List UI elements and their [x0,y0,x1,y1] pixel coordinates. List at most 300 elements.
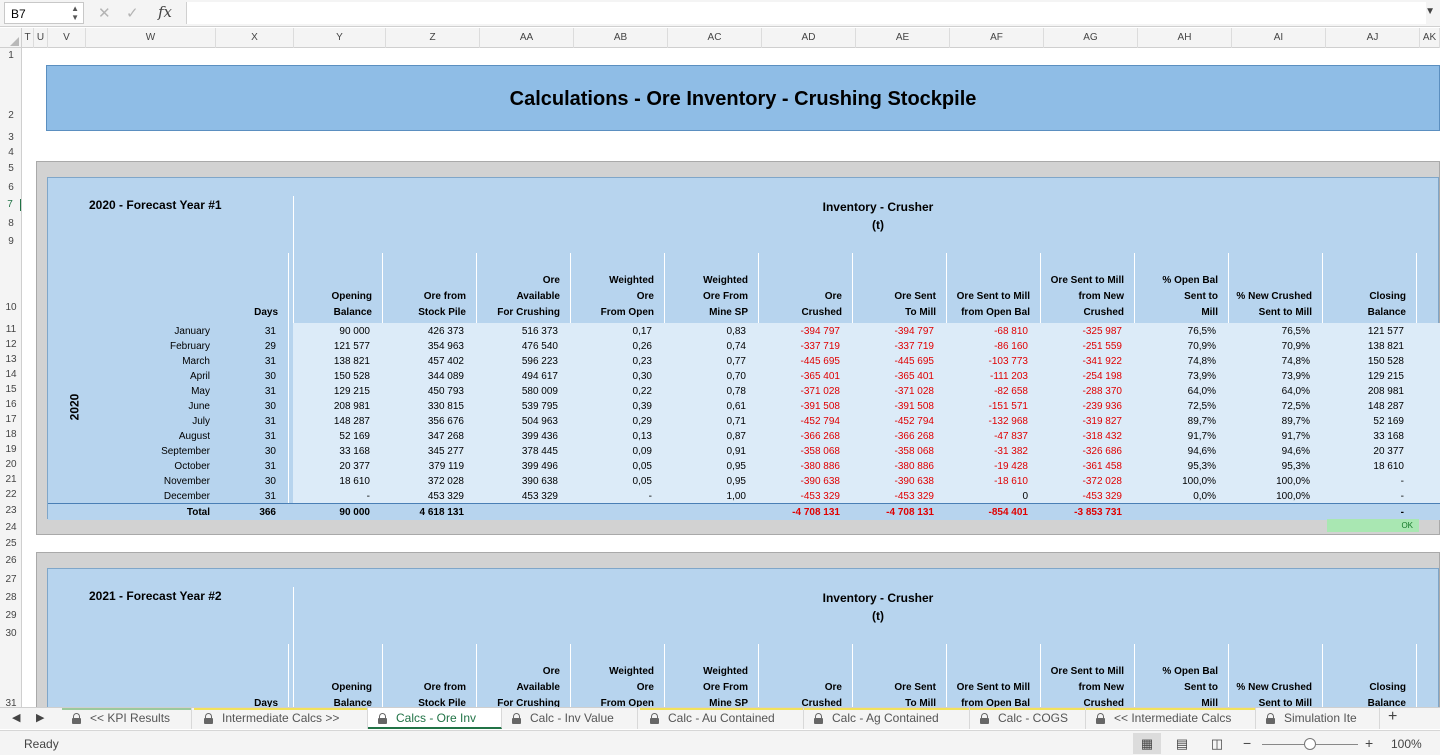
column-heading: Ore Sent to Mill from New Crushed [1050,275,1124,318]
page-layout-icon[interactable]: ▤ [1175,736,1189,751]
table-cell[interactable]: 354 963 [427,341,464,352]
table-cell[interactable]: 74,8% [1281,356,1310,367]
row-header[interactable]: 2 [8,110,14,121]
table-cell[interactable]: 91,7% [1187,431,1216,442]
table-cell[interactable]: -132 968 [988,416,1028,427]
table-cell[interactable]: 539 795 [521,401,558,412]
column-header[interactable]: AK [1420,28,1440,48]
column-header[interactable]: AG [1044,28,1138,48]
table-cell[interactable]: 0,09 [632,446,652,457]
table-cell[interactable]: -358 068 [800,446,840,457]
table-cell[interactable]: 74,8% [1187,356,1216,367]
column-header[interactable]: AE [856,28,950,48]
sheet-grid[interactable] [22,48,1440,707]
normal-view-icon[interactable]: ▦ [1133,733,1161,754]
table-cell[interactable]: -380 886 [894,461,934,472]
chevron-down-icon[interactable]: ▼ [1425,6,1435,17]
row-header[interactable]: 13 [5,354,17,365]
column-header[interactable]: AA [480,28,574,48]
table-cell[interactable]: -19 428 [994,461,1028,472]
zoom-slider-thumb[interactable] [1304,738,1316,750]
total-cell[interactable] [1228,505,1310,520]
table-cell[interactable]: 52 169 [339,431,370,442]
column-heading: Ore Sent to Mill from New Crushed [1050,666,1124,707]
table-cell[interactable]: 0,91 [726,446,746,457]
row-header[interactable]: 27 [5,574,17,585]
table-cell[interactable]: 30 [264,446,276,457]
table-cell[interactable]: 18 610 [339,476,370,487]
sheet-tab[interactable] [502,708,638,729]
table-cell[interactable]: 138 821 [1367,341,1404,352]
table-cell[interactable]: -82 658 [994,386,1028,397]
row-header[interactable]: 11 [5,324,17,335]
table-cell[interactable]: 20 377 [339,461,370,472]
forecast-table [47,177,1439,519]
table-cell[interactable]: 0,83 [726,326,746,337]
lock-icon [814,713,823,723]
inventory-title: Inventory - Crusher (t) [822,200,934,232]
confirm-icon[interactable]: ✓ [126,5,139,22]
table-cell[interactable]: 1,00 [726,491,746,502]
zoom-level: 100% [1391,737,1422,751]
check-ok-badge: OK [1327,519,1419,532]
table-cell[interactable]: 73,9% [1187,371,1216,382]
column-heading: Ore Sent To Mill [894,291,936,318]
row-header[interactable]: 31 [5,698,17,707]
table-cell[interactable]: -325 987 [1082,326,1122,337]
lock-icon [512,713,521,723]
name-box-stepper-icon[interactable]: ▲ ▼ [71,4,79,22]
table-cell[interactable]: -394 797 [800,326,840,337]
table-cell[interactable]: 0,95 [726,461,746,472]
row-header[interactable]: 18 [5,429,17,440]
table-cell[interactable]: 121 577 [1367,326,1404,337]
row-header[interactable]: 12 [5,339,17,350]
zoom-in-button[interactable]: + [1365,735,1374,751]
row-header[interactable]: 26 [5,555,17,566]
total-cell[interactable]: -854 401 [988,507,1028,518]
table-cell[interactable]: 150 528 [333,371,370,382]
table-cell[interactable]: 0,39 [632,401,652,412]
total-cell[interactable] [1134,505,1216,520]
forecast-block [36,552,1440,707]
table-cell[interactable]: 0,74 [726,341,746,352]
table-cell[interactable]: 0,0% [1193,491,1216,502]
table-cell[interactable]: -371 028 [894,386,934,397]
row-header[interactable]: 9 [8,236,14,247]
table-cell[interactable]: -366 268 [894,431,934,442]
column-header[interactable]: Z [386,28,480,48]
column-header[interactable]: AF [950,28,1044,48]
column-heading: Weighted Ore From Mine SP [702,666,748,707]
row-header[interactable]: 17 [5,414,17,425]
table-cell[interactable]: 72,5% [1187,401,1216,412]
row-header[interactable]: 20 [5,459,17,470]
table-cell[interactable]: -453 329 [1082,491,1122,502]
row-header[interactable]: 10 [5,302,17,313]
tab-color-strip [804,708,970,710]
table-cell[interactable]: -380 886 [800,461,840,472]
table-cell[interactable]: 91,7% [1281,431,1310,442]
column-header[interactable]: Y [294,28,386,48]
insert-function-icon[interactable]: fx [158,3,173,21]
table-cell[interactable]: 0,70 [726,371,746,382]
column-heading: Ore from Stock Pile [418,291,466,318]
row-header[interactable]: 6 [8,182,14,193]
table-cell[interactable]: 76,5% [1281,326,1310,337]
total-cell[interactable]: 366 [259,507,276,518]
table-cell[interactable]: 453 329 [427,491,464,502]
table-cell[interactable]: 0,05 [632,476,652,487]
table-cell[interactable]: -453 329 [800,491,840,502]
table-cell[interactable]: - [648,491,652,502]
table-cell[interactable]: 100,0% [1276,476,1310,487]
table-cell[interactable]: 426 373 [427,326,464,337]
section-label: 2020 - Forecast Year #1 [89,198,222,212]
table-cell[interactable]: 453 329 [521,491,558,502]
table-cell[interactable]: 31 [264,431,276,442]
table-cell[interactable]: -18 610 [994,476,1028,487]
tab-color-strip [640,708,804,710]
table-cell[interactable]: 476 540 [521,341,558,352]
add-sheet-button[interactable]: + [1388,708,1398,725]
table-cell[interactable]: 208 981 [1367,386,1404,397]
table-cell[interactable]: -361 458 [1082,461,1122,472]
total-cell[interactable]: -3 853 731 [1074,507,1122,518]
table-cell[interactable]: 90 000 [339,326,370,337]
table-cell[interactable]: -365 401 [800,371,840,382]
column-header[interactable]: AB [574,28,668,48]
table-cell[interactable]: 494 617 [521,371,558,382]
table-cell[interactable]: -371 028 [800,386,840,397]
row-header[interactable]: 5 [8,163,14,174]
row-header[interactable]: 23 [5,505,17,516]
formula-input[interactable] [186,2,1426,24]
row-header[interactable]: 19 [5,444,17,455]
table-cell[interactable]: 379 119 [428,461,464,472]
table-cell[interactable]: 73,9% [1281,371,1310,382]
name-box[interactable] [4,2,84,24]
table-cell[interactable]: 150 528 [1367,356,1404,367]
table-cell[interactable]: 457 402 [427,356,464,367]
table-cell[interactable]: 356 676 [427,416,464,427]
total-cell[interactable]: 4 618 131 [419,507,464,518]
table-cell[interactable]: 100,0% [1276,491,1310,502]
table-cell[interactable]: 399 436 [521,431,558,442]
table-cell[interactable]: -372 028 [1082,476,1122,487]
table-cell[interactable]: -288 370 [1082,386,1122,397]
column-heading: % Open Bal Sent to Mill [1162,275,1218,318]
table-cell[interactable]: 330 815 [427,401,464,412]
sheet-tab-label: Intermediate Calcs >> [222,711,340,725]
table-cell[interactable]: 0,29 [632,416,652,427]
table-cell[interactable]: -111 203 [990,371,1028,382]
table-cell[interactable]: -452 794 [800,416,840,427]
sheet-tab[interactable] [62,708,192,729]
table-cell[interactable]: - [1400,491,1404,502]
table-cell[interactable]: 20 377 [1373,446,1404,457]
name-box-value: B7 [11,7,26,21]
sheet-tab[interactable] [368,708,502,729]
table-cell[interactable]: -151 571 [988,401,1028,412]
table-cell[interactable]: 29 [264,341,276,352]
table-cell[interactable]: 64,0% [1187,386,1216,397]
table-cell[interactable]: -445 695 [800,356,840,367]
column-header[interactable]: AC [668,28,762,48]
table-cell[interactable]: -365 401 [894,371,934,382]
column-header[interactable]: X [216,28,294,48]
table-cell[interactable]: 33 168 [1373,431,1404,442]
table-cell[interactable]: 129 215 [1367,371,1404,382]
column-header[interactable]: AJ [1326,28,1420,48]
table-cell[interactable]: 0,30 [632,371,652,382]
table-cell[interactable]: -390 638 [800,476,840,487]
row-header[interactable]: 7 [0,199,22,211]
table-cell[interactable]: 372 028 [427,476,464,487]
table-cell[interactable]: -326 686 [1082,446,1122,457]
column-header[interactable]: AH [1138,28,1232,48]
month-label: April [189,371,210,382]
inventory-title: Inventory - Crusher (t) [822,591,934,623]
table-cell[interactable]: 100,0% [1182,476,1216,487]
sheet-tab[interactable] [1256,708,1380,729]
month-label: September [161,446,210,457]
table-cell[interactable]: 399 496 [521,461,558,472]
table-cell[interactable]: 72,5% [1281,401,1310,412]
table-cell[interactable]: 89,7% [1187,416,1216,427]
lock-icon [378,713,387,723]
sheet-tab[interactable] [804,708,970,729]
table-cell[interactable]: -86 160 [994,341,1028,352]
table-cell[interactable]: 516 373 [521,326,558,337]
row-header[interactable]: 1 [8,50,14,61]
table-cell[interactable]: -341 922 [1082,356,1122,367]
table-cell[interactable]: 33 168 [339,446,370,457]
sheet-tab-label: << KPI Results [90,711,171,725]
table-cell[interactable]: 31 [264,416,276,427]
column-heading: Closing Balance [1367,682,1406,707]
row-header[interactable]: 14 [5,369,17,380]
table-cell[interactable]: 31 [264,491,276,502]
column-heading: Weighted Ore From Mine SP [702,275,748,318]
forecast-table [47,568,1439,707]
table-cell[interactable]: -47 837 [994,431,1028,442]
table-cell[interactable]: -445 695 [894,356,934,367]
year-label: 2020 [67,393,82,421]
section-label: 2021 - Forecast Year #2 [89,589,222,603]
table-cell[interactable]: 94,6% [1187,446,1216,457]
table-cell[interactable]: 95,3% [1187,461,1216,472]
table-cell[interactable]: 450 793 [427,386,464,397]
table-cell[interactable]: 0,87 [726,431,746,442]
total-cell[interactable]: - [1400,507,1404,518]
column-heading: Ore Crushed [801,291,842,318]
month-label: August [178,431,210,442]
table-cell[interactable]: 30 [264,476,276,487]
table-cell[interactable]: 148 287 [1367,401,1404,412]
column-heading: Ore Sent to Mill from Open Bal [956,682,1030,707]
table-cell[interactable]: 208 981 [333,401,370,412]
column-header[interactable]: AD [762,28,856,48]
table-cell[interactable]: 31 [264,386,276,397]
row-header[interactable]: 30 [5,628,17,639]
sheet-tab-label: Calc - Inv Value [530,711,614,725]
table-cell[interactable]: 0,71 [726,416,746,427]
column-heading: Weighted Ore From Open [600,275,654,318]
table-cell[interactable]: 76,5% [1187,326,1216,337]
table-cell[interactable]: 0,17 [632,326,652,337]
table-cell[interactable]: 580 009 [521,386,558,397]
column-header[interactable]: V [48,28,86,48]
table-cell[interactable]: -337 719 [800,341,840,352]
table-cell[interactable]: 52 169 [1373,416,1404,427]
month-label: December [163,491,210,502]
table-cell[interactable]: 0,61 [726,401,746,412]
table-cell[interactable]: -318 432 [1082,431,1122,442]
table-cell[interactable]: -319 827 [1082,416,1122,427]
column-header[interactable]: AI [1232,28,1326,48]
table-cell[interactable]: -251 559 [1082,341,1122,352]
row-header[interactable]: 21 [5,474,17,485]
table-cell[interactable]: 148 287 [333,416,370,427]
status-bar [0,730,1440,755]
table-cell[interactable]: -391 508 [800,401,840,412]
column-heading: Opening Balance [331,682,372,707]
row-header[interactable]: 4 [8,147,14,158]
table-cell[interactable]: 138 821 [333,356,370,367]
lock-icon [650,713,659,723]
table-cell[interactable]: -31 382 [994,446,1028,457]
row-header[interactable]: 29 [5,610,17,621]
sheet-tab[interactable] [970,708,1086,729]
table-cell[interactable]: -452 794 [894,416,934,427]
lock-icon [1266,713,1275,723]
table-cell[interactable]: 345 277 [427,446,464,457]
table-cell[interactable]: 0,95 [726,476,746,487]
table-cell[interactable]: 121 577 [333,341,370,352]
table-cell[interactable]: 30 [264,371,276,382]
table-cell[interactable]: 390 638 [521,476,558,487]
sheet-tab-label: << Intermediate Calcs [1114,711,1232,725]
table-cell[interactable]: 31 [264,461,276,472]
column-divider [1416,644,1417,707]
table-cell[interactable]: -366 268 [800,431,840,442]
zoom-out-button[interactable]: − [1243,735,1252,751]
table-cell[interactable]: -337 719 [894,341,934,352]
total-cell[interactable] [570,505,652,520]
row-header[interactable]: 3 [8,132,14,143]
table-cell[interactable]: - [1400,476,1404,487]
page-title: Calculations - Ore Inventory - Crushing Stockpile [509,88,977,110]
sheet-tab[interactable] [640,708,804,729]
row-header[interactable]: 8 [8,218,14,229]
column-header[interactable]: T [22,28,34,48]
table-cell[interactable]: 70,9% [1281,341,1310,352]
page-break-icon[interactable]: ◫ [1210,736,1224,751]
table-cell[interactable]: 0,05 [632,461,652,472]
sheet-tab-label: Calc - Ag Contained [832,711,939,725]
table-cell[interactable]: -391 508 [894,401,934,412]
total-cell[interactable]: -4 708 131 [886,507,934,518]
column-heading: Ore Sent To Mill [894,682,936,707]
column-heading: % New Crushed Sent to Mill [1236,682,1312,707]
row-header[interactable]: 28 [5,592,17,603]
select-all-corner[interactable] [0,28,22,48]
table-cell[interactable]: 0,78 [726,386,746,397]
table-cell[interactable]: 95,3% [1281,461,1310,472]
sheet-tab[interactable] [1086,708,1256,729]
table-cell[interactable]: -390 638 [894,476,934,487]
table-cell[interactable]: 0 [1022,491,1028,502]
tab-color-strip [194,708,368,710]
status-text: Ready [24,737,59,751]
table-cell[interactable]: 31 [264,326,276,337]
table-cell[interactable]: 18 610 [1373,461,1404,472]
table-cell[interactable]: - [366,491,370,502]
next-sheet-icon[interactable]: ▶ [36,712,45,724]
sheet-tab[interactable] [194,708,368,729]
table-cell[interactable]: 30 [264,401,276,412]
table-cell[interactable]: -68 810 [994,326,1028,337]
table-cell[interactable]: -254 198 [1082,371,1122,382]
row-header[interactable]: 24 [5,522,17,533]
month-label: July [192,416,210,427]
table-cell[interactable]: -239 936 [1082,401,1122,412]
table-cell[interactable]: 344 089 [427,371,464,382]
table-cell[interactable]: -394 797 [894,326,934,337]
table-cell[interactable]: 94,6% [1281,446,1310,457]
table-cell[interactable]: 0,23 [632,356,652,367]
table-cell[interactable]: 31 [264,356,276,367]
table-cell[interactable]: -103 773 [988,356,1028,367]
table-cell[interactable]: 70,9% [1187,341,1216,352]
total-cell[interactable] [664,505,746,520]
table-cell[interactable]: 0,22 [632,386,652,397]
sheet-tab-label: Calc - Au Contained [668,711,775,725]
total-cell[interactable]: -4 708 131 [792,507,840,518]
row-header[interactable]: 16 [5,399,17,410]
sheet-tab-label: Calc - COGS [998,711,1069,725]
table-cell[interactable]: 64,0% [1281,386,1310,397]
prev-sheet-icon[interactable]: ◀ [12,712,21,724]
total-cell[interactable]: 90 000 [339,507,370,518]
table-cell[interactable]: 0,26 [632,341,652,352]
total-cell[interactable] [476,505,558,520]
lock-icon [1096,713,1105,723]
table-cell[interactable]: 378 445 [521,446,558,457]
row-header[interactable]: 25 [5,538,17,549]
table-cell[interactable]: 596 223 [521,356,558,367]
column-header[interactable]: U [34,28,48,48]
column-heading: Opening Balance [331,291,372,318]
tab-color-strip [970,708,1086,710]
column-header[interactable]: W [86,28,216,48]
cancel-icon[interactable]: ✕ [98,5,111,22]
table-cell[interactable]: 129 215 [333,386,370,397]
table-cell[interactable]: 0,77 [726,356,746,367]
title-banner [46,65,1440,131]
table-cell[interactable]: -453 329 [894,491,934,502]
table-cell[interactable]: 347 268 [427,431,464,442]
month-label: January [174,326,210,337]
table-cell[interactable]: -358 068 [894,446,934,457]
table-cell[interactable]: 0,13 [632,431,652,442]
row-header[interactable]: 22 [5,489,17,500]
row-header[interactable]: 15 [5,384,17,395]
table-cell[interactable]: 89,7% [1281,416,1310,427]
table-cell[interactable]: 504 963 [521,416,558,427]
column-heading: Ore Sent to Mill from Open Bal [956,291,1030,318]
